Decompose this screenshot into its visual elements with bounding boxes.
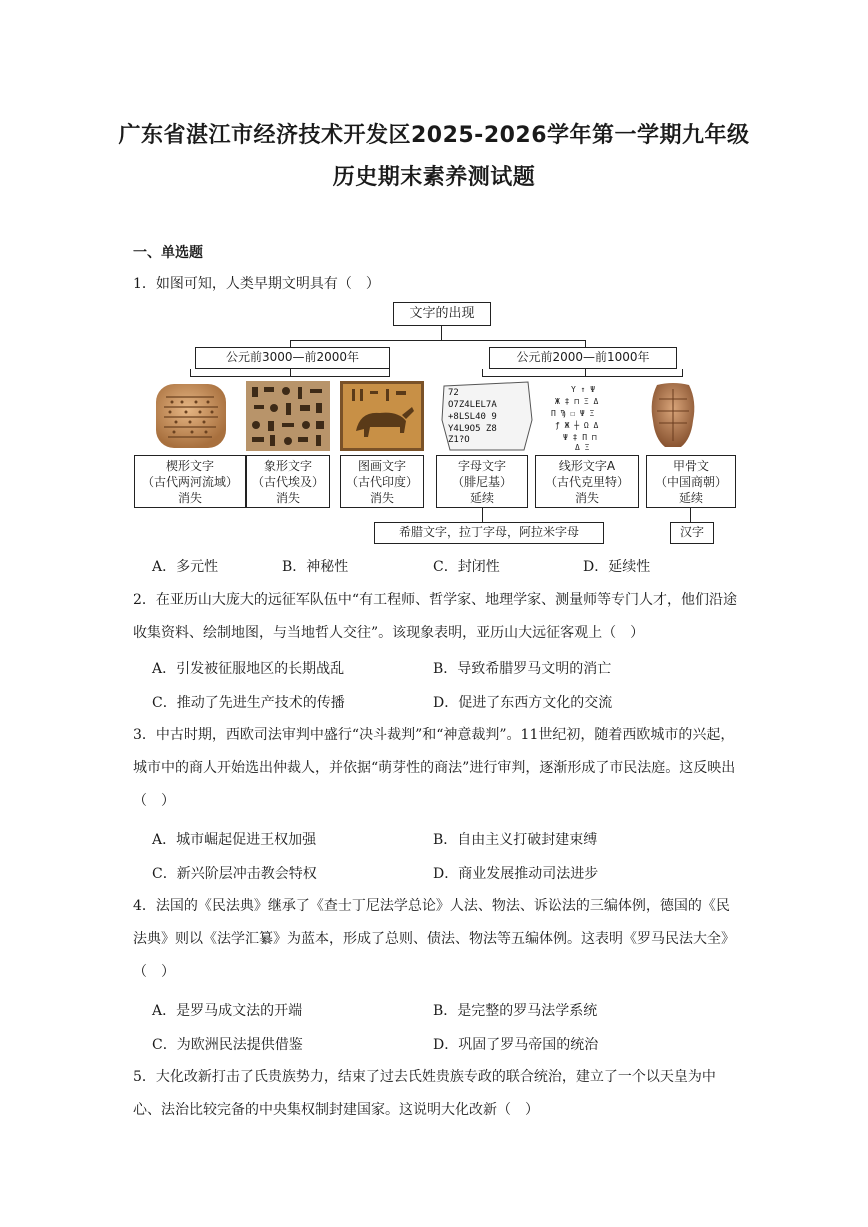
q3-option-b[interactable]: B．自由主义打破封建束缚 — [433, 832, 598, 848]
linear-a-script-image — [541, 380, 631, 452]
title-line-1: 广东省湛江市经济技术开发区2025-2026学年第一学期九年级 — [118, 123, 750, 148]
question-5-stem: 5．大化改新打击了氏贵族势力，结束了过去氏姓贵族专政的联合统治，建立了一个以天皇为中心、法治比较完备的中央集权制封建国家。这说明大化改新（ ） — [133, 1069, 716, 1118]
indus-seal-image — [340, 381, 424, 451]
hieroglyph-panel-image — [246, 381, 330, 451]
caption-box-hieroglyph: 象形文字 （古代埃及） 消失 — [246, 455, 330, 508]
caption-box-indus: 图画文字 （古代印度） 消失 — [340, 455, 424, 508]
svg-text:Y4L9O5 Z8: Y4L9O5 Z8 — [448, 424, 497, 434]
caption-box-phoenician: 字母文字 （腓尼基） 延续 — [436, 455, 528, 508]
q2-option-d[interactable]: D．促进了东西方文化的交流 — [433, 695, 613, 711]
oracle-bone-image — [647, 381, 699, 451]
q4-option-d[interactable]: D．巩固了罗马帝国的统治 — [433, 1037, 599, 1053]
q3-option-d[interactable]: D．商业发展推动司法进步 — [433, 866, 599, 882]
question-4-stem: 4．法国的《民法典》继承了《查士丁尼法学总论》人法、物法、诉讼法的三编体例，德国的《民法典》则以《法学汇纂》为蓝本，形成了总则、债法、物法等五编体例。这表明《罗马民法大全》（ ） — [133, 898, 735, 980]
svg-text:72: 72 — [448, 388, 459, 398]
svg-text:Δ Ξ: Δ Ξ — [575, 443, 590, 452]
q3-option-c[interactable]: C．新兴阶层冲击教会特权 — [152, 866, 317, 882]
question-3-stem: 3．中古时期，西欧司法审判中盛行“决斗裁判”和“神意裁判”。11世纪初，随着西欧城市的兴起，城市中的商人开始选出仲裁人，并依据“萌芽性的商法”进行审判，逐渐形成了市民法庭。这反映出（ ） — [133, 727, 736, 809]
descendant-box-alphabets: 希腊文字，拉丁字母，阿拉米字母 — [374, 522, 604, 544]
q1-option-d[interactable]: D．延续性 — [583, 559, 651, 575]
section-heading: 一、单选题 — [133, 245, 203, 261]
q2-option-b[interactable]: B．导致希腊罗马文明的消亡 — [433, 661, 612, 677]
cuneiform-tablet-image — [152, 381, 230, 451]
q2-option-a[interactable]: A．引发被征服地区的长期战乱 — [152, 661, 345, 677]
q4-option-b[interactable]: B．是完整的罗马法学系统 — [433, 1003, 598, 1019]
svg-text:Z1?O: Z1?O — [448, 435, 470, 445]
descendant-box-hanzi: 汉字 — [670, 522, 714, 544]
diagram-root-box: 文字的出现 — [393, 302, 491, 326]
q1-option-c[interactable]: C．封闭性 — [433, 559, 500, 575]
svg-text:Ж ‡ ⊓ Ξ Δ: Ж ‡ ⊓ Ξ Δ — [555, 397, 599, 406]
svg-text:Y ↑ Ψ: Y ↑ Ψ — [571, 385, 596, 394]
question-2-stem: 2．在亚历山大庞大的远征军队伍中“有工程师、哲学家、地理学家、测量师等专门人才，他们沿途收集资料、绘制地图，与当地哲人交往”。该现象表明，亚历山大远征客观上（ ） — [133, 592, 738, 641]
svg-text:+8LSL40 9: +8LSL40 9 — [448, 412, 497, 422]
svg-text:O7Z4LEL7A: O7Z4LEL7A — [448, 400, 497, 410]
svg-text:Ψ ‡ Π ⊓: Ψ ‡ Π ⊓ — [563, 433, 597, 442]
caption-box-cuneiform: 楔形文字 （古代两河流域） 消失 — [134, 455, 246, 508]
period-box-2000-1000bc: 公元前2000—前1000年 — [489, 347, 677, 369]
svg-text:ƒ Ж ┼ Ω Δ: ƒ Ж ┼ Ω Δ — [555, 421, 599, 430]
caption-box-linear-a: 线形文字A （古代克里特） 消失 — [535, 455, 639, 508]
svg-text:Π Ϡ ☐ Ψ Ξ: Π Ϡ ☐ Ψ Ξ — [551, 409, 595, 418]
period-box-3000-2000bc: 公元前3000—前2000年 — [195, 347, 390, 369]
title-line-2: 历史期末素养测试题 — [332, 165, 536, 190]
q1-option-b[interactable]: B．神秘性 — [282, 559, 349, 575]
phoenician-script-image — [440, 380, 534, 452]
caption-box-oracle-bone: 甲骨文 （中国商朝） 延续 — [646, 455, 736, 508]
q4-option-c[interactable]: C．为欧洲民法提供借鉴 — [152, 1037, 303, 1053]
question-1-stem: 1．如图可知，人类早期文明具有（ ） — [133, 276, 380, 292]
q2-option-c[interactable]: C．推动了先进生产技术的传播 — [152, 695, 345, 711]
q4-option-a[interactable]: A．是罗马成文法的开端 — [152, 1003, 303, 1019]
q1-option-a[interactable]: A．多元性 — [152, 559, 219, 575]
q3-option-a[interactable]: A．城市崛起促进王权加强 — [152, 832, 317, 848]
